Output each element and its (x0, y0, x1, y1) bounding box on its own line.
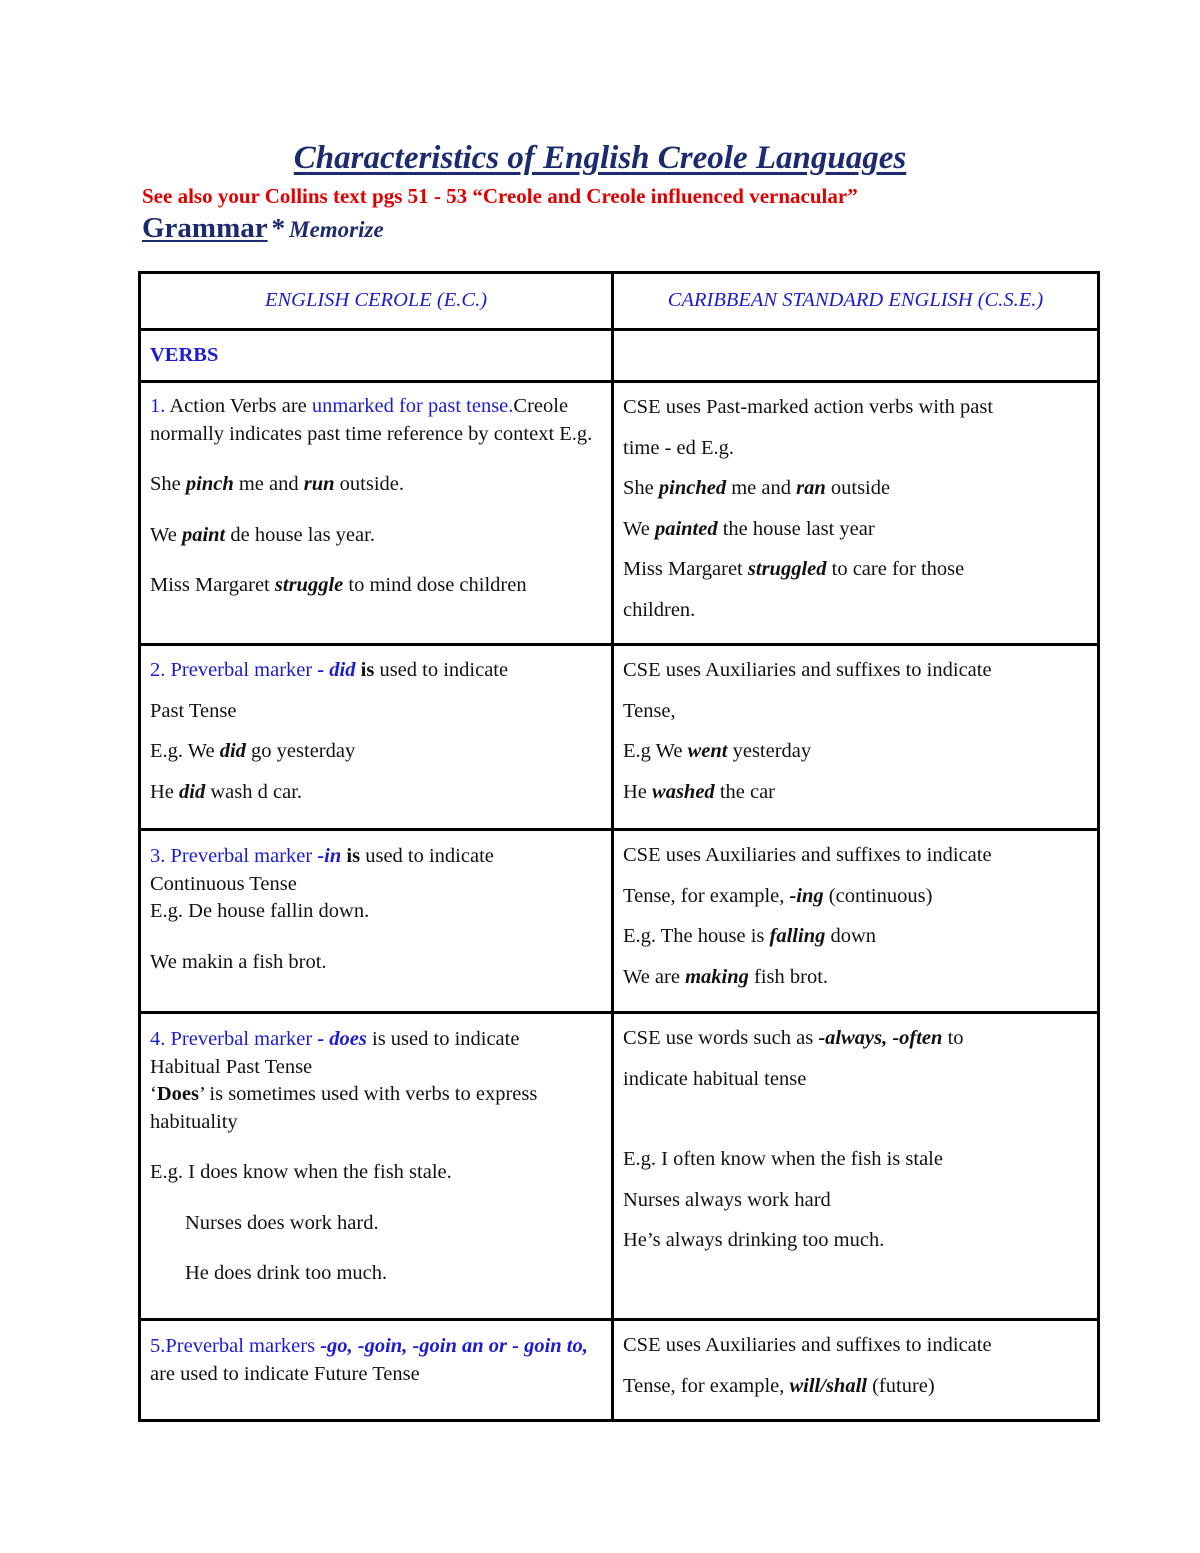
ec-1-example: Miss Margaret struggle to mind dose children (150, 574, 527, 596)
ec-4-intro: 4. Preverbal marker - does is used to indicate (150, 1028, 520, 1050)
memorize-note: Memorize (289, 217, 384, 242)
ec-cell-1 (140, 382, 613, 645)
ec-3-intro: 3. Preverbal marker -in is used to indicate (150, 845, 494, 867)
cse-5-line: Tense, for example, will/shall (future) (623, 1374, 935, 1397)
cse-2-line: CSE uses Auxiliaries and suffixes to indicate (623, 659, 992, 681)
cse-3-example: E.g. The house is falling down (623, 925, 877, 947)
ec-1-example: She pinch me and run outside. (150, 473, 405, 495)
cse-4-line: indicate habitual tense (623, 1067, 807, 1090)
grammar-heading (142, 212, 384, 245)
subtitle: See also your Collins text pgs 51 - 53 “Creole and Creole influenced vernacular” (142, 184, 858, 208)
cse-4-example: E.g. I often know when the fish is stale (623, 1148, 943, 1170)
table-header-row (140, 273, 1099, 330)
cse-cell-5 (613, 1320, 1099, 1421)
table-row (140, 830, 1099, 1013)
cse-4-example: He’s always drinking too much. (623, 1229, 885, 1251)
creole-comparison-table (138, 271, 1100, 1422)
ec-3-line: Continuous Tense (150, 872, 297, 895)
ec-1-example: We paint de house las year. (150, 523, 375, 546)
cse-cell-4 (613, 1013, 1099, 1320)
ec-4-example: E.g. I does know when the fish stale. (150, 1161, 452, 1183)
cse-4-example: Nurses always work hard (623, 1188, 831, 1211)
cse-3-line: Tense, for example, -ing (continuous) (623, 884, 933, 907)
header-caribbean-standard-english: CARIBBEAN STANDARD ENGLISH (C.S.E.) (613, 273, 1099, 330)
ec-2-example: E.g. We did go yesterday (150, 740, 356, 762)
cse-1-line: CSE uses Past-marked action verbs with past (623, 396, 994, 418)
ec-4-example: Nurses does work hard. (185, 1211, 379, 1234)
ec-3-example: E.g. De house fallin down. (150, 900, 370, 922)
table-row (140, 382, 1099, 645)
grammar-label: Grammar (142, 212, 268, 244)
ec-4-example: He does drink too much. (185, 1262, 388, 1284)
cse-5-line: CSE uses Auxiliaries and suffixes to indicate (623, 1334, 992, 1356)
cse-cell-2 (613, 645, 1099, 830)
section-empty-cell (613, 329, 1099, 382)
cse-2-line: Tense, (623, 699, 676, 722)
cse-cell-1 (613, 382, 1099, 645)
ec-2-example: He did wash d car. (150, 780, 303, 803)
cse-1-line: time - ed E.g. (623, 436, 735, 459)
cse-1-example: She pinched me and ran outside (623, 477, 891, 499)
table-row (140, 1320, 1099, 1421)
page-title: Characteristics of English Creole Languages (293, 140, 907, 176)
section-row (140, 329, 1099, 382)
ec-1-intro: 1. Action Verbs are unmarked for past tense.Creole normally indicates past time reference by context E.g. (150, 395, 593, 445)
table-row (140, 645, 1099, 830)
cse-3-example: We are making fish brot. (623, 965, 829, 988)
star-marker: * (271, 213, 286, 243)
ec-cell-2 (140, 645, 613, 830)
cse-1-example: We painted the house last year (623, 517, 875, 540)
ec-cell-4 (140, 1013, 613, 1320)
cse-2-example: E.g We went yesterday (623, 740, 812, 762)
cse-1-example: Miss Margaret struggled to care for those (623, 558, 965, 580)
cse-3-line: CSE uses Auxiliaries and suffixes to indicate (623, 844, 992, 866)
ec-cell-5 (140, 1320, 613, 1421)
ec-4-line: Habitual Past Tense (150, 1055, 313, 1078)
cse-1-line: children. (623, 598, 696, 621)
ec-3-example: We makin a fish brot. (150, 950, 327, 973)
cse-cell-3 (613, 830, 1099, 1013)
header-english-creole: ENGLISH CEROLE (E.C.) (140, 273, 613, 330)
ec-4-line: ‘Does’ is sometimes used with verbs to express habituality (150, 1083, 538, 1133)
cse-4-line: CSE use words such as -always, -often to (623, 1027, 964, 1049)
cse-2-example: He washed the car (623, 780, 776, 803)
ec-2-line: Past Tense (150, 699, 237, 722)
ec-2-intro: 2. Preverbal marker - did is used to indicate (150, 659, 509, 681)
table-row (140, 1013, 1099, 1320)
ec-cell-3 (140, 830, 613, 1013)
ec-5-intro: 5.Preverbal markers -go, -goin, -goin an or - goin to, are used to indicate Future Tense (150, 1335, 588, 1385)
section-label-verbs: VERBS (140, 329, 613, 382)
